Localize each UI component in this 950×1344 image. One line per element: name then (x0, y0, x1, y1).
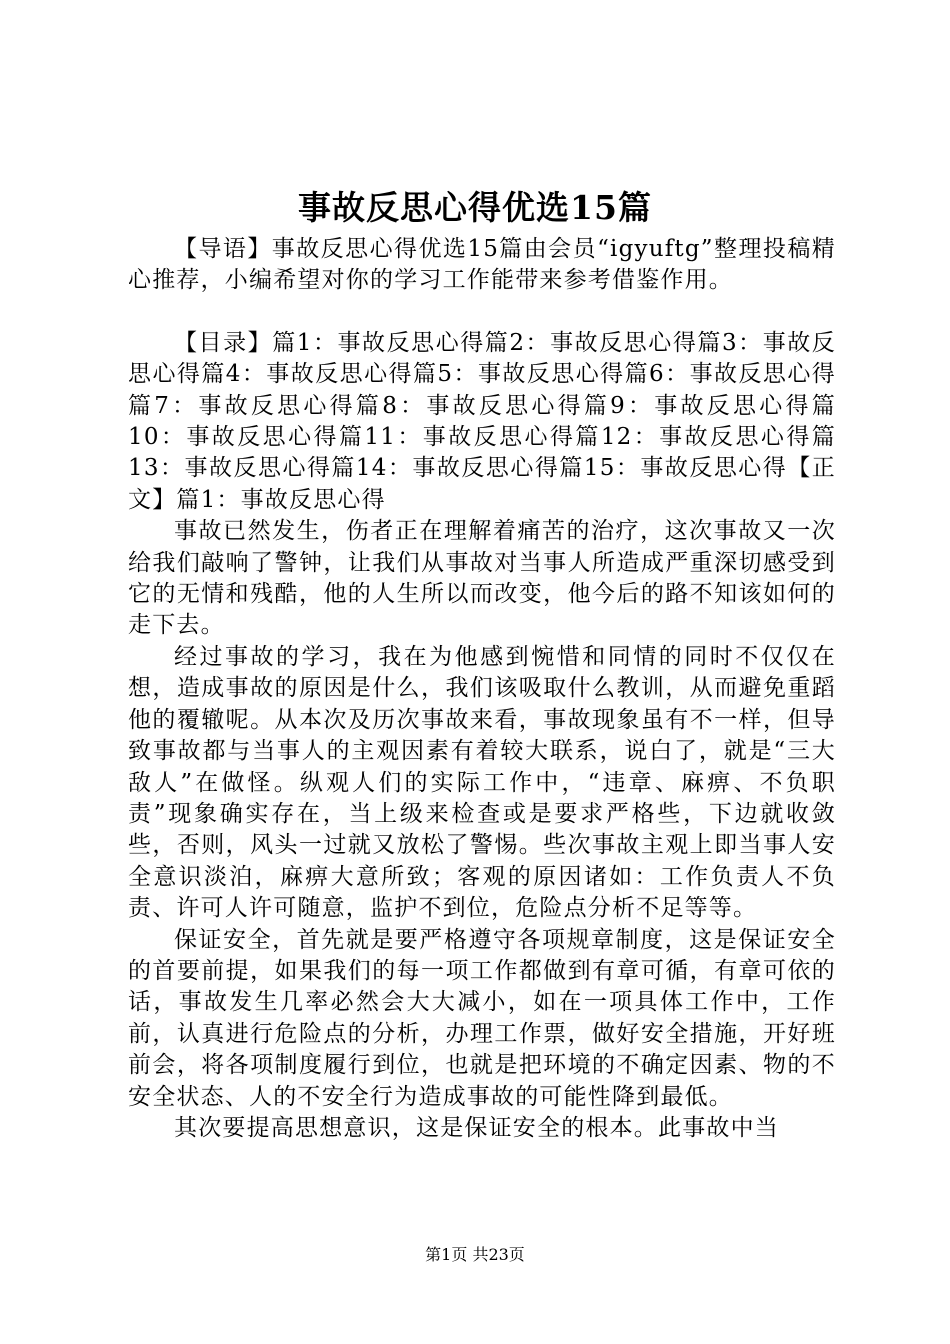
body-paragraph: 保证安全，首先就是要严格遵守各项规章制度，这是保证安全的首要前提，如果我们的每一项工作都做到有章可循，有章可依的话，事故发生几率必然会大大减小，如在一项具体工作中，工作前，认真进行危险点的分析，办理工作票，做好安全措施，开好班前会，将各项制度履行到位，也就是把环境的不确定因素、物的不安全状态、人的不安全行为造成事故的可能性降到最低。 (128, 926, 836, 1110)
page-footer: 第1页 共23页 (425, 1245, 525, 1264)
document-title: 事故反思心得优选15篇 (298, 188, 652, 227)
document-body (128, 234, 836, 1144)
intro-paragraph: 【导语】事故反思心得优选15篇由会员“igyuftg”整理投稿精心推荐，小编希望对你的学习工作能带来参考借鉴作用。 (128, 236, 836, 294)
body-paragraph: 事故已然发生，伤者正在理解着痛苦的治疗，这次事故又一次给我们敲响了警钟，让我们从事故对当事人所造成严重深切感受到它的无情和残酷，他的人生所以而改变，他今后的路不知该如何的走下去。 (128, 518, 836, 639)
paragraph-gap (128, 297, 836, 328)
toc-paragraph: 【目录】篇1：事故反思心得篇2：事故反思心得篇3：事故反思心得篇4：事故反思心得篇5：事故反思心得篇6：事故反思心得篇7：事故反思心得篇8：事故反思心得篇9：事故反思心得篇10：事故反思心得篇11：事故反思心得篇12：事故反思心得篇13：事故反思心得篇14：事故反思心得篇15：事故反思心得【正文】篇1：事故反思心得 (128, 329, 836, 513)
body-paragraph: 经过事故的学习，我在为他感到惋惜和同情的同时不仅仅在想，造成事故的原因是什么，我们该吸取什么教训，从而避免重蹈他的覆辙呢。从本次及历次事故来看，事故现象虽有不一样，但导致事故都与当事人的主观因素有着较大联系，说白了，就是“三大敌人”在做怪。纵观人们的实际工作中，“违章、麻痹、不负职责”现象确实存在，当上级来检查或是要求严格些，下边就收敛些，否则，风头一过就又放松了警惕。些次事故主观上即当事人安全意识淡泊，麻痹大意所致；客观的原因诸如：工作负责人不负责、许可人许可随意，监护不到位，危险点分析不足等等。 (128, 643, 836, 922)
body-paragraph: 其次要提高思想意识，这是保证安全的根本。此事故中当 (174, 1114, 779, 1141)
